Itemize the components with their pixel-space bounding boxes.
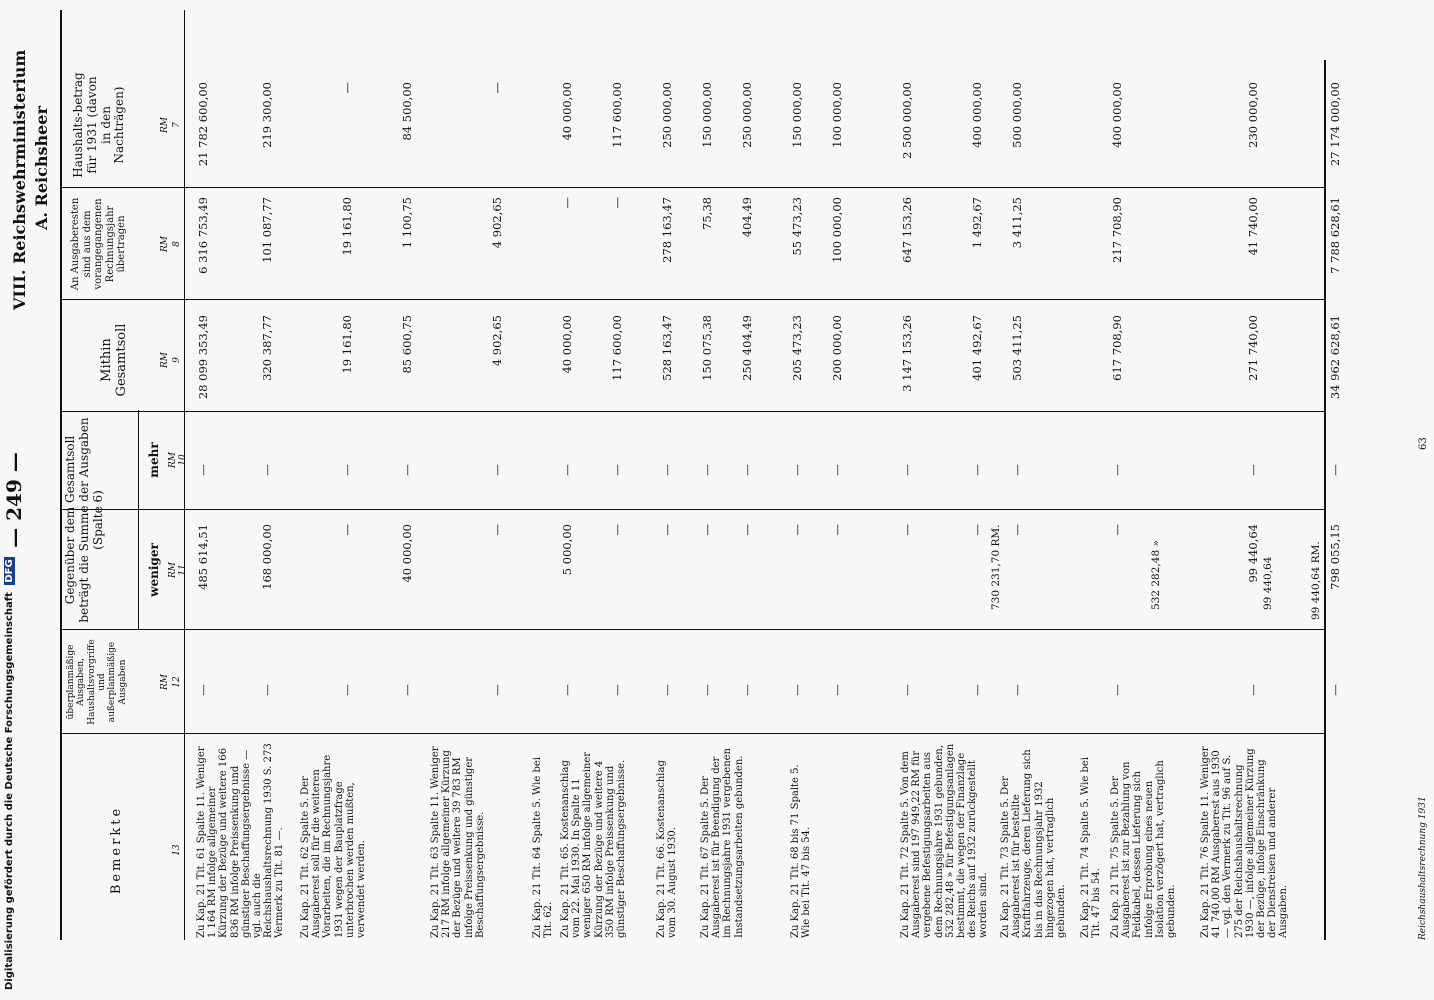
col-sep-8 (60, 299, 1326, 300)
cell-c7: 500 000,00 (1010, 82, 1024, 148)
cell-c12: — (340, 684, 354, 696)
cell-c10: — (1246, 464, 1260, 476)
cell-c11: — (490, 524, 504, 536)
page-number: — 249 — (2, 452, 26, 548)
cell-c7: 150 000,00 (790, 82, 804, 148)
cell-c8: 100 000,00 (830, 197, 844, 263)
total-c8: 7 788 628,61 (1328, 197, 1342, 274)
col-unit-9: RM (160, 352, 170, 368)
remark-item: Zu Kap. 21 Tit. 65. Kostenanschlag vom 22. Mai 1930. In Spalte 11 weniger 650 RM infolge allgemeiner Kürzung der Bezüge und weitere 4 350 RM infolge Preissenkung und günstiger Beschaffungsergebnisse. (560, 751, 627, 938)
total-c9: 34 962 628,61 (1328, 315, 1342, 400)
col-header-group: Gegenüber dem Gesamtsoll beträgt die Summe der Ausgaben (Spalte 6) (63, 417, 105, 623)
side-note-1a: 730 231,70 RM. (990, 524, 1002, 610)
remark-item: Zu Kap. 21 Tit. 67 Spalte 5. Der Ausgaberest ist für Beendigung der im Rechnungsjahre 1931 vergebenen Instandsetzungsarbeiten gebunden. (700, 748, 745, 938)
cell-c8: 4 902,65 (490, 197, 504, 249)
col-sep-11 (60, 629, 1326, 630)
cell-c7: — (490, 82, 504, 94)
cell-c7: 400 000,00 (1110, 82, 1124, 148)
cell-c7: 2 500 000,00 (900, 82, 914, 159)
cell-c11: — (740, 524, 754, 536)
cell-c11: — (660, 524, 674, 536)
footer-title: Reichshaushaltsrechnung 1931 (1418, 796, 1428, 940)
cell-c7: 150 000,00 (700, 82, 714, 148)
col-header-10: mehr (147, 442, 161, 478)
cell-c9: 19 161,80 (340, 315, 354, 374)
cell-c7: 40 000,00 (560, 82, 574, 141)
cell-c9: 503 411,25 (1010, 315, 1024, 381)
cell-c9: 617 708,90 (1110, 315, 1124, 381)
remark-item: Zu Kap. 21 Tit. 75 Spalte 5. Der Ausgaberest ist zur Bezahlung von Feldkabel, dessen Lieferung sich infolge Erprobung eines neuen Isolation verzögert hat, vertraglich gebunden. (1110, 760, 1177, 938)
cell-c8: 41 740,00 (1246, 197, 1260, 256)
remark-item: Zu Kap. 21 Tit. 62 Spalte 5. Der Ausgaberest soll für die weiteren Vorarbeiten, die im Rechnungsjahre 1931 wegen der Bauplatzfrage unterbrochen werden mußten, verwendet werden. (300, 754, 367, 938)
cell-c11: — (700, 524, 714, 536)
col-num-9: 9 (172, 357, 182, 363)
cell-c11: — (340, 524, 354, 536)
col-num-10: 10 (178, 454, 188, 466)
col-sep-7 (60, 187, 1326, 188)
cell-c9: 150 075,38 (700, 315, 714, 381)
cell-c9: 28 099 353,49 (196, 315, 210, 400)
cell-c9: 205 473,23 (790, 315, 804, 381)
cell-c10: — (1110, 464, 1124, 476)
cell-c7: 219 300,00 (260, 82, 274, 148)
side-note-2b: 99 440,64 (1262, 556, 1274, 610)
col-num-7: 7 (172, 122, 182, 128)
total-c10: — (1328, 464, 1342, 476)
cell-c9: 401 492,67 (970, 315, 984, 381)
cell-c11: 99 440,64 (1246, 524, 1260, 583)
cell-c7: — (340, 82, 354, 94)
col-unit-10: RM (168, 452, 178, 468)
cell-c10: — (740, 464, 754, 476)
cell-c10: — (830, 464, 844, 476)
cell-c11: 168 000,00 (260, 524, 274, 590)
cell-c11: — (1110, 524, 1124, 536)
cell-c10: — (490, 464, 504, 476)
cell-c8: 217 708,90 (1110, 197, 1124, 263)
cell-c12: — (610, 684, 624, 696)
cell-c10: — (260, 464, 274, 476)
cell-c10: — (560, 464, 574, 476)
cell-c9: 117 600,00 (610, 315, 624, 381)
cell-c10: — (970, 464, 984, 476)
cell-c8: — (610, 197, 624, 209)
remark-item: Zu Kap. 21 Tit. 73 Spalte 5. Der Ausgaberest ist für bestellte Kraftfahrzeuge, deren Lieferung sich bis in das Rechnungsjahr 1932 hingezogen hat, vertraglich gebunden. (1000, 749, 1067, 938)
cell-c8: 278 163,47 (660, 197, 674, 263)
cell-c7: 250 000,00 (740, 82, 754, 148)
side-note-2a: 99 440,64 RM. (1310, 541, 1322, 620)
cell-c12: — (740, 684, 754, 696)
col-header-11: weniger (147, 543, 161, 597)
remark-item: Zu Kap. 21 Tit. 63 Spalte 11. Weniger 217 RM infolge allgemeiner Kürzung der Bezüge und weitere 39 783 RM infolge Preissenkung und günstiger Beschaffungsergebnisse. (430, 746, 486, 938)
col-unit-12: RM (160, 674, 170, 690)
cell-c10: — (900, 464, 914, 476)
cell-c8: 647 153,26 (900, 197, 914, 263)
dfg-logo: DFG (4, 559, 15, 583)
cell-c9: 40 000,00 (560, 315, 574, 374)
cell-c12: — (900, 684, 914, 696)
cell-c10: — (1010, 464, 1024, 476)
chapter-title: VIII. Reichswehrministerium (10, 49, 29, 310)
col-header-13: Bemerkte (109, 805, 124, 895)
group-rule (138, 410, 139, 630)
cell-c12: — (560, 684, 574, 696)
cell-c12: — (970, 684, 984, 696)
col-unit-7: RM (160, 117, 170, 133)
cell-c12: — (400, 684, 414, 696)
cell-c12: — (660, 684, 674, 696)
cell-c7: 84 500,00 (400, 82, 414, 141)
col-num-13: 13 (172, 844, 182, 856)
cell-c9: 528 163,47 (660, 315, 674, 381)
cell-c9: 4 902,65 (490, 315, 504, 367)
cell-c11: — (610, 524, 624, 536)
cell-c12: — (700, 684, 714, 696)
cell-c12: — (196, 684, 210, 696)
cell-c10: — (196, 464, 210, 476)
cell-c10: — (610, 464, 624, 476)
cell-c8: 404,49 (740, 197, 754, 238)
side-note-1b: 532 282,48 » (1150, 540, 1162, 610)
remark-item: Zu Kap. 21 Tit. 74 Spalte 5. Wie bei Tit. 47 bis 54. (1080, 757, 1103, 938)
remark-item: Zu Kap. 21 Tit. 76 Spalte 11. Weniger 41 740,00 RM Ausgaberest aus 1930 — vgl. den Vermerk zu Tit. 96 auf S. 275 der Reichshaushaltsrechnung 1930 —, infolge allgemeiner Kürzung der Bezüge, infolge Einschränkung der Dienstreisen und anderer Ausgaben. (1200, 746, 1290, 938)
cell-c7: 21 782 600,00 (196, 82, 210, 167)
cell-c7: 400 000,00 (970, 82, 984, 148)
cell-c8: 1 100,75 (400, 197, 414, 249)
cell-c9: 85 600,75 (400, 315, 414, 374)
col-header-9: Mithin Gesamtsoll (99, 323, 129, 397)
cell-c11: — (830, 524, 844, 536)
cell-c12: — (490, 684, 504, 696)
cell-c12: — (1010, 684, 1024, 696)
cell-c10: — (790, 464, 804, 476)
cell-c10: — (400, 464, 414, 476)
cell-c7: 117 600,00 (610, 82, 624, 148)
cell-c8: — (560, 197, 574, 209)
cell-c11: — (1010, 524, 1024, 536)
remark-item: Zu Kap. 21 Tit. 72 Spalte 5. Von dem Ausgaberest sind 197 949,22 RM für vergebene Befestigungsarbeiten aus dem Rechnungsjahre 1931 gebunden, 532 282,48 » für Befestigungsanlagen bestimmt, die wegen der Finanzlage des Reichs auf 1932 zurückgestellt worden sind. (900, 743, 990, 938)
remark-item: Zu Kap. 21 Tit. 66. Kostenanschlag vom 30. August 1930. (656, 760, 679, 938)
col-num-11: 11 (178, 564, 188, 576)
cell-c12: — (1110, 684, 1124, 696)
cell-c8: 19 161,80 (340, 197, 354, 256)
cell-c12: — (790, 684, 804, 696)
cell-c8: 6 316 753,49 (196, 197, 210, 274)
total-c11: 798 055,15 (1328, 524, 1342, 590)
cell-c9: 3 147 153,26 (900, 315, 914, 392)
section-title: A. Reichsheer (32, 106, 51, 230)
total-c12: — (1328, 684, 1342, 696)
remark-item: Zu Kap. 21 Tit. 64 Spalte 5. Wie bei Tit. 62. (532, 757, 555, 938)
cell-c7: 230 000,00 (1246, 82, 1260, 148)
cell-c8: 3 411,25 (1010, 197, 1024, 249)
footer-page: 63 (1418, 437, 1429, 450)
cell-c10: — (660, 464, 674, 476)
col-unit-11: RM (168, 562, 178, 578)
col-sep-10 (60, 509, 1326, 510)
cell-c7: 100 000,00 (830, 82, 844, 148)
cell-c11: — (900, 524, 914, 536)
cell-c12: — (1246, 684, 1260, 696)
cell-c8: 1 492,67 (970, 197, 984, 249)
digitization-credit (4, 557, 15, 990)
remark-item: Zu Kap. 21 Tit. 68 bis 71 Spalte 5. Wie bei Tit. 47 bis 54. (790, 764, 813, 938)
cell-c11: 485 614,51 (196, 524, 210, 590)
cell-c11: — (790, 524, 804, 536)
cell-c12: — (260, 684, 274, 696)
cell-c11: — (970, 524, 984, 536)
cell-c8: 101 087,77 (260, 197, 274, 263)
cell-c12: — (830, 684, 844, 696)
cell-c11: 40 000,00 (400, 524, 414, 583)
cell-c10: — (700, 464, 714, 476)
cell-c9: 320 387,77 (260, 315, 274, 381)
remark-item: Zu Kap. 21 Tit. 61 Spalte 11. Weniger 1 164 RM infolge allgemeiner Kürzung der Bezüge und weitere 166 836 RM infolge Preissenkung und günstiger Beschaffungsergebnisse — vgl. auch die Reichshaushaltsrechnung 1930 S. 273 Vermerk zu Tit. 81 —. (196, 743, 286, 938)
cell-c9: 200 000,00 (830, 315, 844, 381)
cell-c11: 5 000,00 (560, 524, 574, 576)
col-unit-8: RM (160, 236, 170, 252)
col-sep-12 (60, 733, 1326, 734)
cell-c8: 75,38 (700, 197, 714, 230)
cell-c7: 250 000,00 (660, 82, 674, 148)
col-sep-9 (60, 411, 1326, 412)
col-num-8: 8 (172, 241, 182, 247)
cell-c9: 250 404,49 (740, 315, 754, 381)
digitization-text: Digitalisierung gefördert durch die Deutsche Forschungsgemeinschaft (4, 592, 15, 990)
cell-c10: — (340, 464, 354, 476)
top-rule (60, 10, 62, 940)
total-c7: 27 174 000,00 (1328, 82, 1342, 167)
cell-c8: 55 473,23 (790, 197, 804, 256)
col-num-12: 12 (172, 676, 182, 688)
cell-c9: 271 740,00 (1246, 315, 1260, 381)
col-header-12: überplanmäßige Ausgaben, Haushaltsvorgriffe und außerplanmäßige Ausgaben (66, 639, 128, 725)
bottom-rule (1324, 60, 1326, 940)
col-header-8: An Ausgaberesten sind aus dem vorangegangenen Rechnungsjahr übertragen (70, 197, 127, 291)
col-header-7: Haushalts-betrag für 1931 (davon in den Nachträgen) (71, 72, 127, 178)
